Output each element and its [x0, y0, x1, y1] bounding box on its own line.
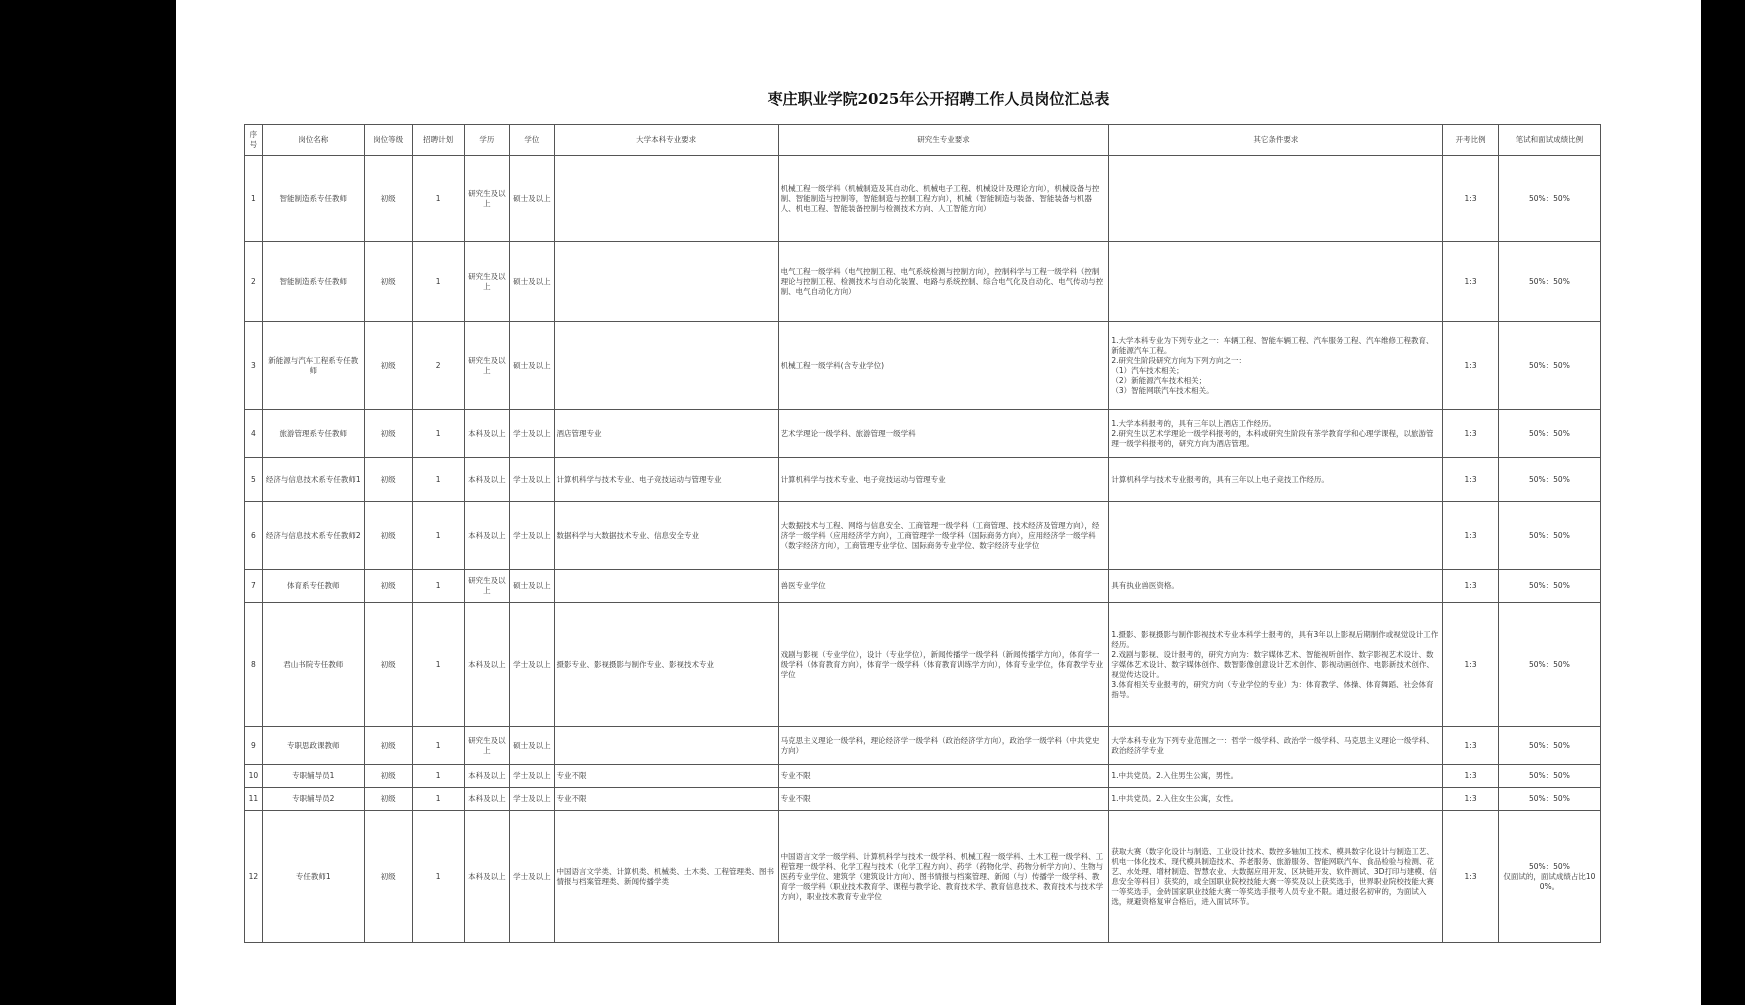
cell-other: 获取大赛（数字化设计与制造、工业设计技术、数控多轴加工技术、模具数字化设计与制造工艺、机电一体化技术、现代模具制造技术、养老服务、旅游服务、智能网联汽车、食品检验与检测、花艺、水处理、增材制造、智慧农业、大数据应用开发、区块链开发、软件测试、3D打印与建模、信息安全等科目）获奖的，或全国职业院校技能大赛一等奖及以上获奖选手，世界职业院校技能大赛一等奖选手，金砖国家职业技能大赛一等奖选手报考人员专业不限。通过报名初审的，为面试入选，规避资格复审合格后，进入面试环节。 [1109, 811, 1443, 943]
cell-other: 1.大学本科报考的，具有三年以上酒店工作经历。 2.研究生以艺术学理论一级学科报考的，本科或研究生阶段有茶学教育学和心理学课程，以旅游管理一级学科报考的，研究方向为酒店管理。 [1109, 410, 1443, 458]
cell-grad: 电气工程一级学科（电气控制工程、电气系统检测与控制方向），控制科学与工程一级学科（控制理论与控制工程、检测技术与自动化装置、电路与系统控制、综合电气化及自动化、电气传动与控制、电气自动化方向） [778, 242, 1109, 322]
cell-no: 1 [245, 156, 263, 242]
table-row [245, 765, 1601, 788]
cell-plan: 1 [412, 410, 464, 458]
cell-undergrad [554, 156, 778, 242]
cell-score: 50%：50% [1498, 727, 1600, 765]
cell-undergrad: 专业不限 [554, 788, 778, 811]
cell-grad: 兽医专业学位 [778, 570, 1109, 603]
cell-ratio: 1:3 [1443, 727, 1498, 765]
cell-degree: 硕士及以上 [510, 322, 554, 410]
cell-plan: 1 [412, 727, 464, 765]
cell-degree: 学士及以上 [510, 765, 554, 788]
cell-plan: 1 [412, 811, 464, 943]
cell-degree: 硕士及以上 [510, 727, 554, 765]
cell-degree: 硕士及以上 [510, 242, 554, 322]
cell-edu: 研究生及以上 [464, 322, 509, 410]
header-score: 笔试和面试成绩比例 [1498, 125, 1600, 156]
cell-degree: 学士及以上 [510, 811, 554, 943]
header-ratio: 开考比例 [1443, 125, 1498, 156]
cell-plan: 1 [412, 603, 464, 727]
cell-level: 初级 [364, 765, 412, 788]
cell-other: 计算机科学与技术专业报考的，具有三年以上电子竞技工作经历。 [1109, 458, 1443, 502]
table-header-row [245, 125, 1601, 156]
cell-undergrad [554, 322, 778, 410]
cell-ratio: 1:3 [1443, 322, 1498, 410]
cell-grad: 计算机科学与技术专业、电子竞技运动与管理专业 [778, 458, 1109, 502]
cell-other: 1.中共党员。2.入住女生公寓，女性。 [1109, 788, 1443, 811]
cell-plan: 1 [412, 570, 464, 603]
cell-level: 初级 [364, 322, 412, 410]
cell-score: 50%：50% [1498, 765, 1600, 788]
cell-level: 初级 [364, 727, 412, 765]
cell-score: 50%：50% [1498, 410, 1600, 458]
cell-ratio: 1:3 [1443, 458, 1498, 502]
cell-undergrad: 数据科学与大数据技术专业、信息安全专业 [554, 502, 778, 570]
header-edu: 学历 [464, 125, 509, 156]
cell-other: 1.中共党员。2.入住男生公寓，男性。 [1109, 765, 1443, 788]
cell-level: 初级 [364, 811, 412, 943]
cell-edu: 本科及以上 [464, 765, 509, 788]
cell-name: 专职辅导员1 [262, 765, 364, 788]
cell-grad: 机械工程一级学科(含专业学位) [778, 322, 1109, 410]
table-row [245, 788, 1601, 811]
cell-other: 具有执业兽医资格。 [1109, 570, 1443, 603]
cell-plan: 2 [412, 322, 464, 410]
cell-name: 专职思政课教师 [262, 727, 364, 765]
cell-level: 初级 [364, 788, 412, 811]
cell-name: 专任教师1 [262, 811, 364, 943]
cell-other [1109, 502, 1443, 570]
cell-plan: 1 [412, 458, 464, 502]
table-row [245, 242, 1601, 322]
cell-score: 50%：50% [1498, 322, 1600, 410]
cell-degree: 学士及以上 [510, 458, 554, 502]
cell-no: 10 [245, 765, 263, 788]
header-plan: 招聘计划 [412, 125, 464, 156]
cell-plan: 1 [412, 788, 464, 811]
table-row [245, 458, 1601, 502]
cell-no: 12 [245, 811, 263, 943]
cell-no: 4 [245, 410, 263, 458]
cell-undergrad: 专业不限 [554, 765, 778, 788]
cell-no: 2 [245, 242, 263, 322]
cell-edu: 本科及以上 [464, 458, 509, 502]
cell-no: 11 [245, 788, 263, 811]
cell-score: 50%：50% [1498, 570, 1600, 603]
table-row [245, 603, 1601, 727]
cell-ratio: 1:3 [1443, 156, 1498, 242]
cell-ratio: 1:3 [1443, 603, 1498, 727]
cell-score: 50%：50% [1498, 458, 1600, 502]
cell-no: 5 [245, 458, 263, 502]
cell-grad: 专业不限 [778, 788, 1109, 811]
cell-plan: 1 [412, 242, 464, 322]
cell-edu: 本科及以上 [464, 410, 509, 458]
cell-score: 50%：50% 仅面试的，面试成绩占比100%。 [1498, 811, 1600, 943]
cell-score: 50%：50% [1498, 156, 1600, 242]
table-row [245, 570, 1601, 603]
cell-grad: 专业不限 [778, 765, 1109, 788]
cell-plan: 1 [412, 502, 464, 570]
cell-level: 初级 [364, 502, 412, 570]
cell-level: 初级 [364, 156, 412, 242]
header-other: 其它条件要求 [1109, 125, 1443, 156]
cell-plan: 1 [412, 765, 464, 788]
cell-grad: 中国语言文学一级学科、计算机科学与技术一级学科、机械工程一级学科、土木工程一级学科、工程管理一级学科、化学工程与技术（化学工程方向）、药学（药物化学、药物分析学方向）、生物与医药专业学位、建筑学（建筑设计方向）、图书情报与档案管理、新闻（与）传播学一级学科、教育学一级学科（职业技术教育学、课程与教学论、教育技术学、教育信息技术、教育技术与技术学方向），职业技术教育专业学位 [778, 811, 1109, 943]
cell-grad: 艺术学理论一级学科、旅游管理一级学科 [778, 410, 1109, 458]
cell-ratio: 1:3 [1443, 811, 1498, 943]
cell-no: 7 [245, 570, 263, 603]
cell-no: 8 [245, 603, 263, 727]
header-level: 岗位等级 [364, 125, 412, 156]
cell-grad: 机械工程一级学科（机械制造及其自动化、机械电子工程、机械设计及理论方向），机械设备与控制、智能制造与控制等，智能制造与控制工程方向），机械（智能制造与装备、智能装备与机器人、机电工程、智能装备控制与检测技术方向、人工智能方向） [778, 156, 1109, 242]
cell-score: 50%：50% [1498, 788, 1600, 811]
cell-other [1109, 242, 1443, 322]
cell-level: 初级 [364, 410, 412, 458]
page-title: 枣庄职业学院2025年公开招聘工作人员岗位汇总表 [767, 90, 1110, 108]
cell-other: 1.摄影、影视摄影与制作影视技术专业本科学士报考的，具有3年以上影视后期制作或视觉设计工作经历。 2.戏剧与影视、设计报考的，研究方向为：数字媒体艺术、智能视听创作、数字影视艺术设计、数字媒体艺术设计、数字媒体创作、数智影像创意设计艺术创作、影视动画创作、电影新技术创作、视觉传达设计。 3.体育相关专业报考的，研究方向（专业学位的专业）为：体育教学、体操、体育舞蹈、社会体育指导。 [1109, 603, 1443, 727]
cell-level: 初级 [364, 570, 412, 603]
cell-ratio: 1:3 [1443, 765, 1498, 788]
cell-degree: 硕士及以上 [510, 156, 554, 242]
cell-ratio: 1:3 [1443, 502, 1498, 570]
cell-no: 6 [245, 502, 263, 570]
cell-degree: 学士及以上 [510, 603, 554, 727]
cell-edu: 研究生及以上 [464, 727, 509, 765]
cell-other [1109, 156, 1443, 242]
table-row [245, 156, 1601, 242]
cell-undergrad [554, 242, 778, 322]
cell-undergrad: 中国语言文学类、计算机类、机械类、土木类、工程管理类、图书情报与档案管理类、新闻传播学类 [554, 811, 778, 943]
cell-grad: 马克思主义理论一级学科，理论经济学一级学科（政治经济学方向），政治学一级学科（中共党史方向） [778, 727, 1109, 765]
cell-edu: 研究生及以上 [464, 570, 509, 603]
cell-degree: 学士及以上 [510, 788, 554, 811]
cell-undergrad [554, 570, 778, 603]
cell-grad: 大数据技术与工程、网络与信息安全、工商管理一级学科（工商管理、技术经济及管理方向），经济学一级学科（应用经济学方向），工商管理学一级学科（国际商务方向），应用经济学一级学科（数字经济方向），工商管理专业学位、国际商务专业学位、数字经济专业学位 [778, 502, 1109, 570]
cell-score: 50%：50% [1498, 603, 1600, 727]
table-row [245, 727, 1601, 765]
positions-table [244, 124, 1601, 943]
cell-degree: 学士及以上 [510, 410, 554, 458]
cell-name: 智能制造系专任教师 [262, 242, 364, 322]
header-grad: 研究生专业要求 [778, 125, 1109, 156]
cell-score: 50%：50% [1498, 502, 1600, 570]
cell-edu: 研究生及以上 [464, 242, 509, 322]
cell-edu: 研究生及以上 [464, 156, 509, 242]
cell-score: 50%：50% [1498, 242, 1600, 322]
table-row [245, 811, 1601, 943]
header-undergrad: 大学本科专业要求 [554, 125, 778, 156]
cell-undergrad: 摄影专业、影视摄影与制作专业、影视技术专业 [554, 603, 778, 727]
cell-ratio: 1:3 [1443, 788, 1498, 811]
cell-name: 经济与信息技术系专任教师2 [262, 502, 364, 570]
cell-name: 体育系专任教师 [262, 570, 364, 603]
cell-edu: 本科及以上 [464, 502, 509, 570]
cell-ratio: 1:3 [1443, 570, 1498, 603]
cell-undergrad [554, 727, 778, 765]
table-row [245, 502, 1601, 570]
cell-ratio: 1:3 [1443, 242, 1498, 322]
cell-name: 经济与信息技术系专任教师1 [262, 458, 364, 502]
document-page [176, 0, 1701, 1005]
header-no: 序号 [245, 125, 263, 156]
cell-edu: 本科及以上 [464, 811, 509, 943]
cell-level: 初级 [364, 603, 412, 727]
cell-ratio: 1:3 [1443, 410, 1498, 458]
cell-no: 3 [245, 322, 263, 410]
cell-level: 初级 [364, 458, 412, 502]
cell-undergrad: 酒店管理专业 [554, 410, 778, 458]
cell-name: 君山书院专任教师 [262, 603, 364, 727]
header-name: 岗位名称 [262, 125, 364, 156]
cell-level: 初级 [364, 242, 412, 322]
header-degree: 学位 [510, 125, 554, 156]
table-row [245, 410, 1601, 458]
cell-name: 专职辅导员2 [262, 788, 364, 811]
cell-edu: 本科及以上 [464, 788, 509, 811]
cell-degree: 学士及以上 [510, 502, 554, 570]
cell-other: 1.大学本科专业为下列专业之一：车辆工程、智能车辆工程、汽车服务工程、汽车维修工程教育、新能源汽车工程。 2.研究生阶段研究方向为下列方向之一： （1）汽车技术相关； （2）新能源汽车技术相关； （3）智能网联汽车技术相关。 [1109, 322, 1443, 410]
cell-edu: 本科及以上 [464, 603, 509, 727]
cell-no: 9 [245, 727, 263, 765]
cell-plan: 1 [412, 156, 464, 242]
table-row [245, 322, 1601, 410]
cell-name: 新能源与汽车工程系专任教师 [262, 322, 364, 410]
cell-undergrad: 计算机科学与技术专业、电子竞技运动与管理专业 [554, 458, 778, 502]
cell-grad: 戏剧与影视（专业学位），设计（专业学位），新闻传播学一级学科（新闻传播学方向），体育学一级学科（体育教育方向），体育学一级学科（体育教育训练学方向），体育专业学位，体育教学专业学位 [778, 603, 1109, 727]
cell-name: 智能制造系专任教师 [262, 156, 364, 242]
cell-name: 旅游管理系专任教师 [262, 410, 364, 458]
cell-degree: 硕士及以上 [510, 570, 554, 603]
cell-other: 大学本科专业为下列专业范围之一：哲学一级学科、政治学一级学科、马克思主义理论一级学科、政治经济学专业 [1109, 727, 1443, 765]
